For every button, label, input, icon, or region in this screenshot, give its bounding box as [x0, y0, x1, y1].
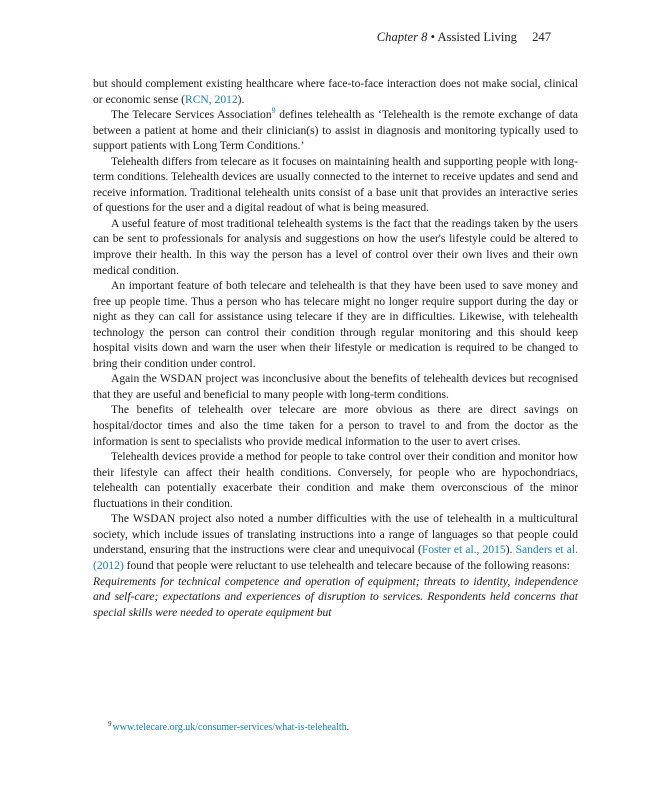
- footnote: [108, 719, 350, 733]
- paragraph-9-mid: ).: [505, 544, 516, 557]
- chapter-label: Chapter 8: [376, 30, 428, 44]
- paragraph-3: Telehealth differs from telecare as it focuses on maintaining health and supporting people with long-term conditions. Telehealth devices are usually connected to the internet to receive updates and send and receive information. Traditional telehealth units consist of a base unit that provides an interactive series of questions for the user and a digital readout of what is being measured.: [93, 155, 578, 215]
- paragraph-4: A useful feature of most traditional telehealth systems is the fact that the readings taken by the users can be sent to professionals for analysis and suggestions on how the user's lifestyle could be altered to improve their health. In this way the person has a level of control over their own lives and their own medical condition.: [93, 217, 578, 277]
- header-bullet: •: [430, 30, 436, 44]
- paragraph-8: Telehealth devices provide a method for people to take control over their condition and monitor how their lifestyle can affect their health conditions. Conversely, for people who are hypochondriacs, telehealth can potentially exacerbate their condition and make them overconscious of the minor fluctuations in their condition.: [93, 451, 578, 510]
- paragraph-9-text: The WSDAN project also noted a number difficulties with the use of telehealth in a multicultural society, which include issues of translating instructions into a range of languages so that people could understand, ensuring that the instructions were clear and unequivocal (: [93, 513, 578, 557]
- paragraph-9: [93, 512, 578, 574]
- footnote-link[interactable]: www.telecare.org.uk/consumer-services/what-is-telehealth: [112, 722, 347, 733]
- paragraph-1-end: ).: [237, 93, 245, 106]
- paragraph-1: [93, 77, 578, 108]
- paragraph-9-end: found that people were reluctant to use telehealth and telecare because of the following reasons:: [123, 559, 570, 572]
- paragraph-2-text: The Telecare Services Association: [111, 109, 272, 122]
- citation-foster-2015[interactable]: Foster et al., 2015: [421, 544, 506, 557]
- paragraph-7: The benefits of telehealth over telecare are more obvious as there are direct savings on hospital/doctor times and also the time taken for a person to travel to and from the doctor as the information is sent to specialists who provide medical information to the user to avert crises.: [93, 404, 578, 448]
- citation-sanders-2012[interactable]: Sanders et al. (2012): [93, 544, 579, 572]
- footnote-period: .: [346, 722, 350, 733]
- block-quote: Requirements for technical competence and operation of equipment; threats to identity, independence and self-care; expectations and experiences of disruption to services. Respondents held concerns that special skills were needed to operate equipment but: [93, 575, 578, 619]
- running-header: [377, 30, 551, 45]
- section-title: Assisted Living: [437, 30, 517, 44]
- paragraph-5: An important feature of both telecare and telehealth is that they have been used to save money and free up people time. Thus a person who has telecare might no longer require support during the day or night as they can call for assistance using telecare if they are in difficulties. Likewise, with telehealth technology the person can control their condition through regular monitoring and this should keep hospital visits down and warn the user when their lifestyle or medication is required to be changed to bring their condition under control.: [93, 280, 578, 370]
- page-number: 247: [532, 30, 551, 44]
- citation-rcn-2012[interactable]: RCN, 2012: [185, 93, 238, 106]
- paragraph-2: [93, 108, 578, 155]
- main-text: [93, 77, 578, 621]
- paragraph-6: Again the WSDAN project was inconclusive about the benefits of telehealth devices but recognised that they are useful and beneficial to many people with long-term conditions.: [93, 373, 578, 401]
- paragraph-1-text: but should complement existing healthcare where face-to-face interaction does not make social, clinical or economic sense (: [93, 78, 578, 106]
- paragraph-2-rest: defines telehealth as ‘Telehealth is the remote exchange of data between a patient at home and their clinician(s) to assist in diagnosis and monitoring typically used to support patients with Long Term Conditions.’: [93, 109, 578, 153]
- footnote-reference[interactable]: 9: [271, 106, 276, 116]
- footnote-number: 9: [108, 719, 112, 728]
